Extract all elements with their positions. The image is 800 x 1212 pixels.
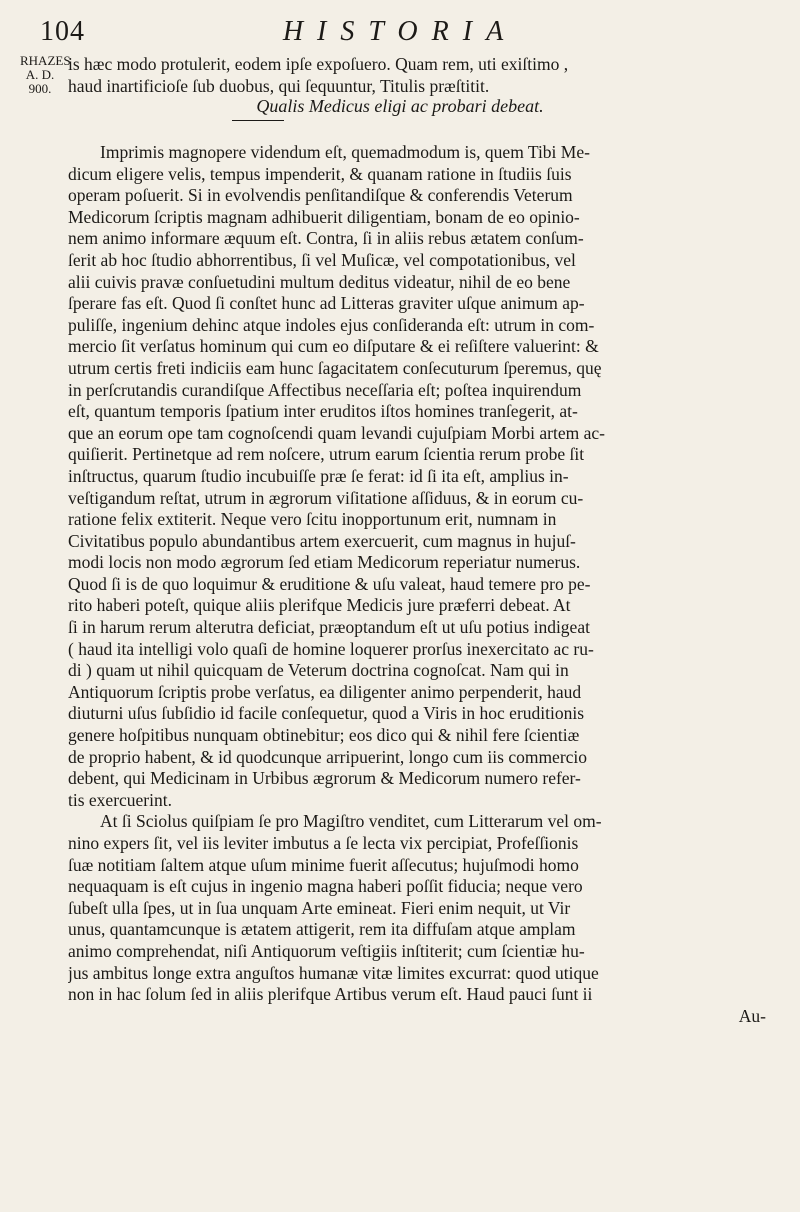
- text-line: ſubeſt ulla ſpes, ut in ſua unquam Arte emineat. Fieri enim nequit, ut Vir: [68, 897, 571, 918]
- text-line: diuturni uſus ſubſidio id facile conſequetur, quod a Viris in hoc eruditionis: [68, 703, 585, 724]
- margin-note-line: RHAZES: [20, 53, 71, 68]
- text-line: in perſcrutandis curandiſque Affectibus neceſſaria eſt; poſtea inquirendum: [68, 379, 582, 400]
- text-line: At ſi Sciolus quiſpiam ſe pro Magiſtro venditet, cum Litterarum vel om-: [100, 811, 602, 832]
- text-line: non in hac ſolum ſed in aliis plerifque Artibus verum eſt. Haud pauci ſunt ii: [68, 984, 593, 1005]
- text-line: alii cuivis pravæ conſuetudini multum deditus videatur, nihil de eo bene: [68, 271, 571, 292]
- margin-note-line: 900.: [28, 81, 52, 96]
- text-line: nem animo informare æquum eſt. Contra, ſi in aliis rebus ætatem conſum-: [68, 228, 584, 249]
- text-line: nequaquam is eſt cujus in ingenio magna haberi poſſit fiducia; neque vero: [68, 876, 583, 897]
- text-line: ſerit ab hoc ſtudio abhorrentibus, ſi vel Muſicæ, vel compotationibus, vel: [68, 249, 576, 270]
- margin-note-line: A. D.: [25, 67, 55, 82]
- text-line: puliſſe, ingenium dehinc atque indoles ejus conſideranda eſt: utrum in com-: [68, 314, 595, 335]
- page-number: 104: [40, 16, 85, 47]
- text-line: eſt, quantum temporis ſpatium inter eruditos iſtos homines tranſegerit, at-: [68, 401, 578, 422]
- text-line: nino expers ſit, vel iis leviter imbutus a ſe lecta vix percipiat, Profeſſionis: [68, 833, 579, 853]
- text-line: ratione felix extiterit. Neque vero ſcitu inopportunum erit, numnam in: [68, 509, 557, 530]
- catchword: Au-: [738, 1005, 766, 1026]
- margin-note: [20, 53, 71, 96]
- text-line: di ) quam ut nihil quicquam de Veterum doctrina cognoſcat. Nam qui in: [68, 660, 569, 681]
- text-line: haud inartificioſe ſub duobus, qui ſequuntur, Titulis præſtitit.: [68, 75, 490, 96]
- text-line: animo comprehendat, niſi Antiquorum veſtigiis inſtiterit; cum ſcientiæ hu-: [68, 940, 585, 961]
- text-line: inſtructus, quarum ſtudio incubuiſſe præ ſe ferat: id ſi ita eſt, amplius in-: [68, 465, 569, 486]
- text-line: ( haud ita intelligi volo quaſi de homine loquerer prorſus inexercitato ac ru-: [68, 638, 594, 659]
- text-line: modi locis non modo ægrorum ſed etiam Medicorum reperiatur numerus.: [68, 552, 581, 573]
- text-line: de proprio habent, & id quodcunque arripuerint, longo cum iis commercio: [68, 746, 588, 767]
- text-line: is hæc modo protulerit, eodem ipſe expoſuero. Quam rem, uti exiſtimo ,: [68, 54, 569, 74]
- text-line: ſuæ notitiam ſaltem atque uſum minime fuerit aſſecutus; hujuſmodi homo: [68, 854, 579, 875]
- section-heading: Qualis Medicus eligi ac probari debeat.: [256, 96, 544, 116]
- running-head: [0, 16, 800, 52]
- heading-underline: [232, 120, 284, 121]
- text-line: mercio ſit verſatus hominum qui cum eo diſputare & ei reſiſtere valuerint: &: [68, 336, 599, 357]
- text-line: ſi in harum rerum alterutra deficiat, præoptandum eſt ut uſu potius indigeat: [68, 617, 590, 638]
- text-line: Medicorum ſcriptis magnam adhibuerit diligentiam, bonam de eo opinio-: [68, 206, 580, 227]
- intro-paragraph: [68, 54, 780, 97]
- running-title: HISTORIA: [282, 16, 518, 47]
- text-line: Quod ſi is de quo loquimur & eruditione & uſu valeat, haud temere pro pe-: [68, 573, 591, 594]
- text-line: dicum eligere velis, tempus impenderit, & quanam ratione in ſtudiis ſuis: [68, 163, 572, 184]
- text-line: que an eorum ope tam cognoſcendi quam levandi cujuſpiam Morbi artem ac-: [68, 422, 605, 443]
- text-line: rito haberi poteſt, quique aliis plerifque Medicis jure præferri debeat. At: [68, 595, 571, 616]
- body-text: [68, 142, 780, 1027]
- text-line: veſtigandum reſtat, utrum in ægrorum viſitatione aſſiduus, & in eorum cu-: [68, 487, 584, 508]
- text-line: Imprimis magnopere videndum eſt, quemadmodum is, quem Tibi Me-: [100, 142, 590, 162]
- text-line: genere hoſpitibus nunquam obtinebitur; eos dico qui & nihil fere ſcientiæ: [68, 725, 580, 746]
- text-line: debent, qui Medicinam in Urbibus ægrorum & Medicorum numero refer-: [68, 768, 581, 789]
- text-line: ſperare fas eſt. Quod ſi conſtet hunc ad Litteras graviter uſque animum ap-: [68, 293, 585, 314]
- text-line: tis exercuerint.: [68, 789, 172, 810]
- text-line: quiſierit. Pertinetque ad rem noſcere, utrum earum ſcientia rerum probe ſit: [68, 444, 585, 465]
- text-line: jus ambitus longe extra anguſtos humanæ vitæ limites excurrat: quod utique: [68, 962, 599, 983]
- text-line: operam poſuerit. Si in evolvendis penſitandiſque & conferendis Veterum: [68, 185, 573, 206]
- text-line: Antiquorum ſcriptis probe verſatus, ea diligenter animo perpenderit, haud: [68, 681, 582, 702]
- text-line: unus, quantamcunque is ætatem attigerit, rem ita diffuſam atque amplam: [68, 919, 576, 940]
- text-line: utrum certis freti indiciis eam hunc ſagacitatem conſecuturum ſperemus, quę: [68, 357, 602, 378]
- text-line: Civitatibus populo abundantibus artem exercuerit, cum magnus in hujuſ-: [68, 530, 576, 551]
